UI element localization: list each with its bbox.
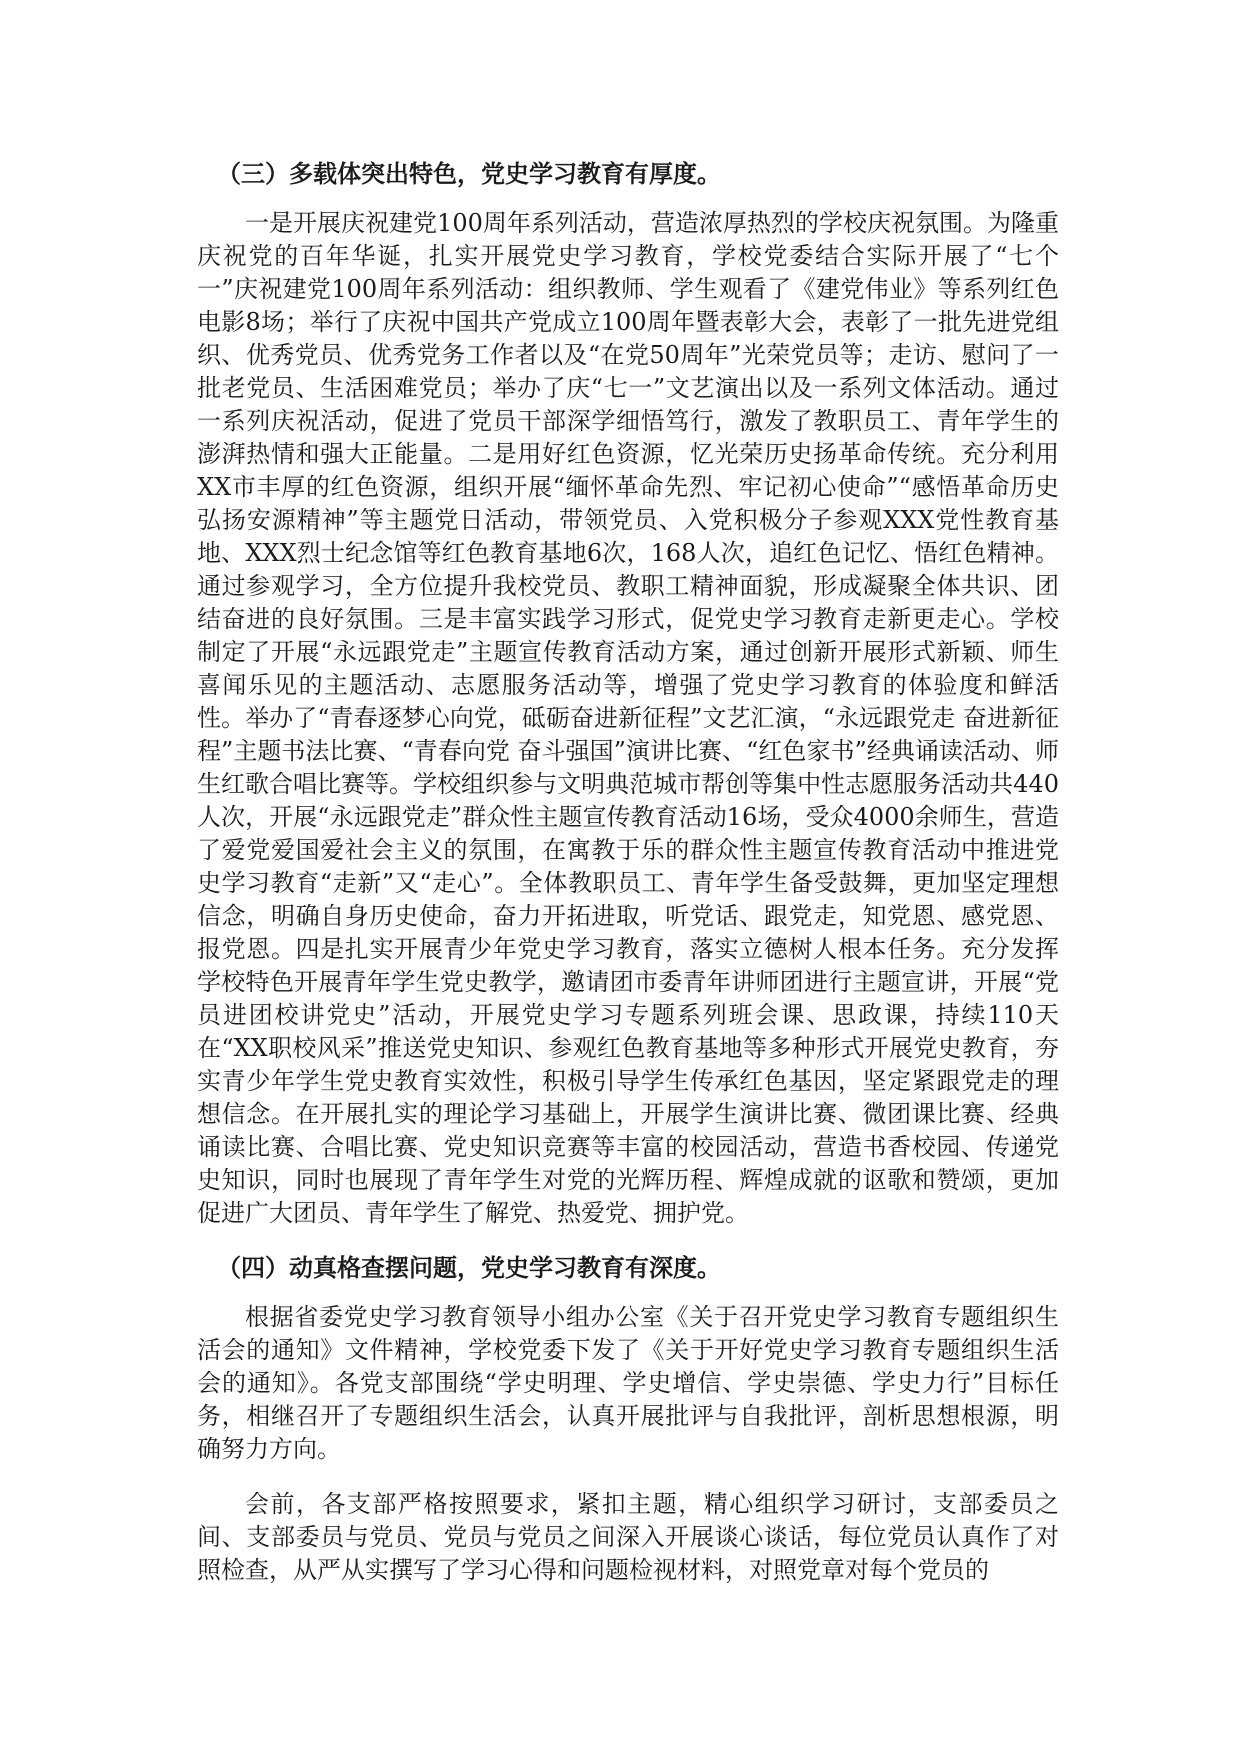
section-4-paragraph-1: 根据省委党史学习教育领导小组办公室《关于召开党史学习教育专题组织生活会的通知》文件精神，学校党委下发了《关于开好党史学习教育专题组织生活会的通知》。各党支部围绕“学史明理、学史增信、学史崇德、学史力行”目标任务，相继召开了专题组织生活会，认真开展批评与自我批评，剖析思想根源，明确努力方向。 <box>197 1303 1059 1463</box>
section-4-paragraph-2: 会前，各支部严格按照要求，紧扣主题，精心组织学习研讨，支部委员之间、支部委员与党员、党员与党员之间深入开展谈心谈话，每位党员认真作了对照检查，从严从实撰写了学习心得和问题检视材料，对照党章对每个党员的 <box>197 1490 1059 1584</box>
section-heading-3: （三）多载体突出特色，党史学习教育有厚度。 <box>217 160 721 188</box>
section-3-paragraph: 一是开展庆祝建党100周年系列活动，营造浓厚热烈的学校庆祝氛围。为隆重庆祝党的百年华诞，扎实开展党史学习教育，学校党委结合实际开展了“七个一”庆祝建党100周年系列活动：组织教师、学生观看了《建党伟业》等系列红色电影8场；举行了庆祝中国共产党成立100周年暨表彰大会，表彰了一批先进党组织、优秀党员、优秀党务工作者以及“在党50周年”光荣党员等；走访、慰问了一批老党员、生活困难党员；举办了庆“七一”文艺演出以及一系列文体活动。通过一系列庆祝活动，促进了党员干部深学细悟笃行，激发了教职员工、青年学生的澎湃热情和强大正能量。二是用好红色资源，忆光荣历史扬革命传统。充分利用XX市丰厚的红色资源，组织开展“缅怀革命先烈、牢记初心使命”“感悟革命历史 弘扬安源精神”等主题党日活动，带领党员、入党积极分子参观XXX党性教育基地、XXX烈士纪念馆等红色教育基地6次，168人次，追红色记忆、悟红色精神。通过参观学习，全方位提升我校党员、教职工精神面貌，形成凝聚全体共识、团结奋进的良好氛围。三是丰富实践学习形式，促党史学习教育走新更走心。学校制定了开展“永远跟党走”主题宣传教育活动方案，通过创新开展形式新颖、师生喜闻乐见的主题活动、志愿服务活动等，增强了党史学习教育的体验度和鲜活性。举办了“青春逐梦心向党，砥砺奋进新征程”文艺汇演，“永远跟党走 奋进新征程”主题书法比赛、“青春向党 奋斗强国”演讲比赛、“红色家书”经典诵读活动、师生红歌合唱比赛等。学校组织参与文明典范城市帮创等集中性志愿服务活动共440人次，开展“永远跟党走”群众性主题宣传教育活动16场，受众4000余师生，营造了爱党爱国爱社会主义的氛围，在寓教于乐的群众性主题宣传教育活动中推进党史学习教育“走新”又“走心”。全体教职员工、青年学生备受鼓舞，更加坚定理想信念，明确自身历史使命，奋力开拓进取，听党话、跟党走，知党恩、感党恩、报党恩。四是扎实开展青少年党史学习教育，落实立德树人根本任务。充分发挥学校特色开展青年学生党史教学，邀请团市委青年讲师团进行主题宣讲，开展“党员进团校讲党史”活动，开展党史学习专题系列班会课、思政课，持续110天在“XX职校风采”推送党史知识、参观红色教育基地等多种形式开展党史教育，夯实青少年学生党史教育实效性，积极引导学生传承红色基因，坚定紧跟党走的理想信念。在开展扎实的理论学习基础上，开展学生演讲比赛、微团课比赛、经典诵读比赛、合唱比赛、党史知识竞赛等丰富的校园活动，营造书香校园、传递党史知识，同时也展现了青年学生对党的光辉历程、辉煌成就的讴歌和赞颂，更加促进广大团员、青年学生了解党、热爱党、拥护党。 <box>197 209 1059 1227</box>
section-heading-4: （四）动真格查摆问题，党史学习教育有深度。 <box>217 1254 721 1282</box>
document-page <box>197 158 1059 1603</box>
